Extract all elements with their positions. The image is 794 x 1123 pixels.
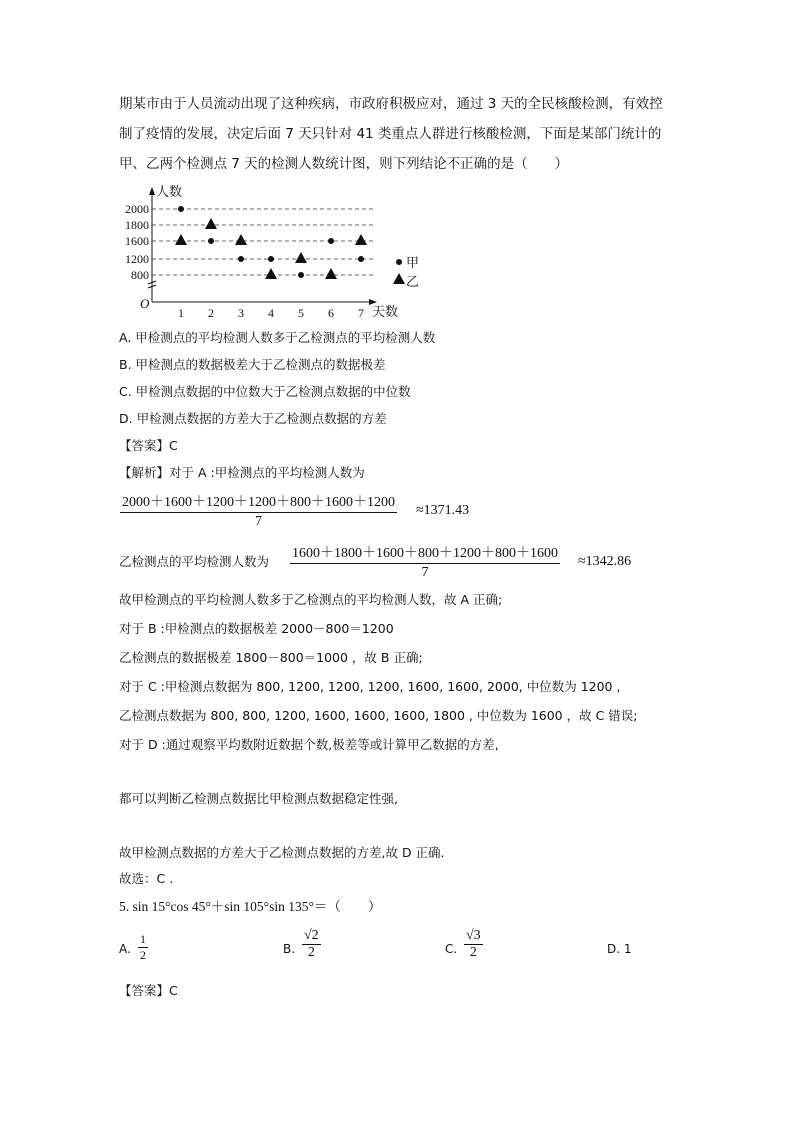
legend-yi-label: 乙 — [406, 274, 420, 289]
analysis-line: 对于 B :甲检测点的数据极差 2000－800＝1200 — [119, 621, 394, 636]
analysis-line: 对于 C :甲检测点数据为 800, 1200, 1200, 1200, 1600, 1600, 2000, 中位数为 1200 , — [119, 679, 621, 694]
y-axis-arrow — [149, 187, 155, 195]
series-jia-point — [238, 256, 244, 262]
fraction-numerator: 1 — [140, 932, 146, 946]
series-jia-point — [328, 238, 334, 244]
origin-label: O — [140, 296, 150, 311]
series-jia-point — [178, 206, 184, 212]
legend-yi-marker — [393, 273, 405, 284]
y-tick-label: 2000 — [125, 202, 149, 216]
analysis-line: 故甲检测点的平均检测人数多于乙检测点的平均检测人数，故 A 正确; — [119, 592, 503, 607]
q5-option-c-fraction — [464, 928, 483, 961]
analysis-line: 乙检测点数据为 800, 800, 1200, 1600, 1600, 1600, 1800 , 中位数为 1600 ，故 C 错误; — [119, 708, 638, 723]
x-tick-label: 5 — [298, 306, 304, 320]
x-tick-label: 2 — [208, 306, 214, 320]
q5-option-b-fraction — [302, 928, 321, 961]
fraction-result: ≈1371.43 — [416, 503, 470, 518]
option-a: A. 甲检测点的平均检测人数多于乙检测点的平均检测人数 — [119, 330, 436, 345]
analysis-yi-mean-label: 乙检测点的平均检测人数为 — [119, 554, 270, 569]
series-yi-point — [175, 234, 187, 245]
x-tick-label: 3 — [238, 306, 244, 320]
fraction-numerator: √2 — [304, 928, 319, 943]
series-jia-point — [358, 256, 364, 262]
series-yi-point — [355, 234, 367, 245]
detection-count-chart — [110, 182, 430, 322]
q5-option-b-label: B. — [283, 942, 296, 956]
fraction-denominator: 7 — [255, 514, 262, 529]
y-axis-label: 人数 — [156, 184, 183, 199]
series-jia-point — [268, 256, 274, 262]
fraction-numerator: 1600＋1800＋1600＋800＋1200＋800＋1600 — [290, 542, 560, 564]
legend-jia-marker — [396, 259, 402, 265]
q5-option-a-fraction — [138, 932, 148, 963]
analysis-line: 都可以判断乙检测点数据比甲检测点数据稳定性强, — [119, 791, 398, 806]
answer-label: 【答案】C — [119, 438, 178, 453]
series-yi-point — [325, 268, 337, 279]
series-yi-point — [235, 234, 247, 245]
option-c: C. 甲检测点数据的中位数大于乙检测点数据的中位数 — [119, 384, 411, 399]
question-5-stem: 5. sin 15°cos 45°＋sin 105°sin 135°＝（ ） — [119, 899, 382, 914]
series-jia-point — [298, 272, 304, 278]
q5-option-d: D. 1 — [607, 942, 632, 956]
y-tick-label: 1800 — [125, 218, 149, 232]
fraction-denominator: 2 — [307, 945, 315, 960]
q5-option-c-label: C. — [445, 942, 458, 956]
fraction-yi-mean — [290, 542, 560, 581]
x-tick-label: 1 — [178, 306, 184, 320]
fraction-denominator: 2 — [469, 945, 477, 960]
analysis-heading: 【解析】对于 A :甲检测点的平均检测人数为 — [119, 465, 365, 480]
series-yi-point — [265, 268, 277, 279]
analysis-line: 乙检测点的数据极差 1800－800＝1000 ，故 B 正确; — [119, 650, 423, 665]
y-tick-label: 1600 — [125, 234, 149, 248]
fraction-result: ≈1342.86 — [578, 554, 632, 569]
fraction-denominator: 7 — [421, 565, 429, 580]
fraction-numerator: √3 — [466, 928, 481, 943]
option-b: B. 甲检测点的数据极差大于乙检测点的数据极差 — [119, 357, 386, 372]
answer-label: 【答案】C — [119, 983, 178, 998]
x-tick-label: 4 — [268, 306, 274, 320]
fraction-denominator: 2 — [140, 948, 146, 962]
fraction-numerator: 2000＋1600＋1200＋1200＋800＋1600＋1200 — [120, 491, 397, 513]
series-jia-point — [208, 238, 214, 244]
analysis-line: 故选：C . — [119, 871, 174, 886]
x-axis-label: 天数 — [372, 304, 399, 319]
q5-option-a-label: A. — [119, 942, 131, 956]
legend-jia-label: 甲 — [406, 255, 420, 270]
option-d: D. 甲检测点数据的方差大于乙检测点数据的方差 — [119, 411, 387, 426]
intro-line-3: 甲、乙两个检测点 7 天的检测人数统计图，则下列结论不正确的是（ ） — [119, 156, 569, 172]
x-tick-label: 7 — [358, 306, 364, 320]
intro-line-1: 期某市由于人员流动出现了这种疾病，市政府积极应对，通过 3 天的全民核酸检测，有效控 — [119, 96, 663, 112]
x-tick-label: 6 — [328, 306, 334, 320]
y-tick-label: 800 — [131, 268, 149, 282]
series-yi-point — [205, 218, 217, 229]
intro-line-2: 制了疫情的发展，决定后面 7 天只针对 41 类重点人群进行核酸检测，下面是某部门统计的 — [119, 126, 662, 142]
y-tick-label: 1200 — [125, 252, 149, 266]
fraction-jia-mean — [120, 491, 397, 530]
analysis-line: 对于 D :通过观察平均数附近数据个数,极差等或计算甲乙数据的方差, — [119, 737, 499, 752]
analysis-line: 故甲检测点数据的方差大于乙检测点数据的方差,故 D 正确. — [119, 845, 445, 860]
series-yi-point — [295, 252, 307, 263]
